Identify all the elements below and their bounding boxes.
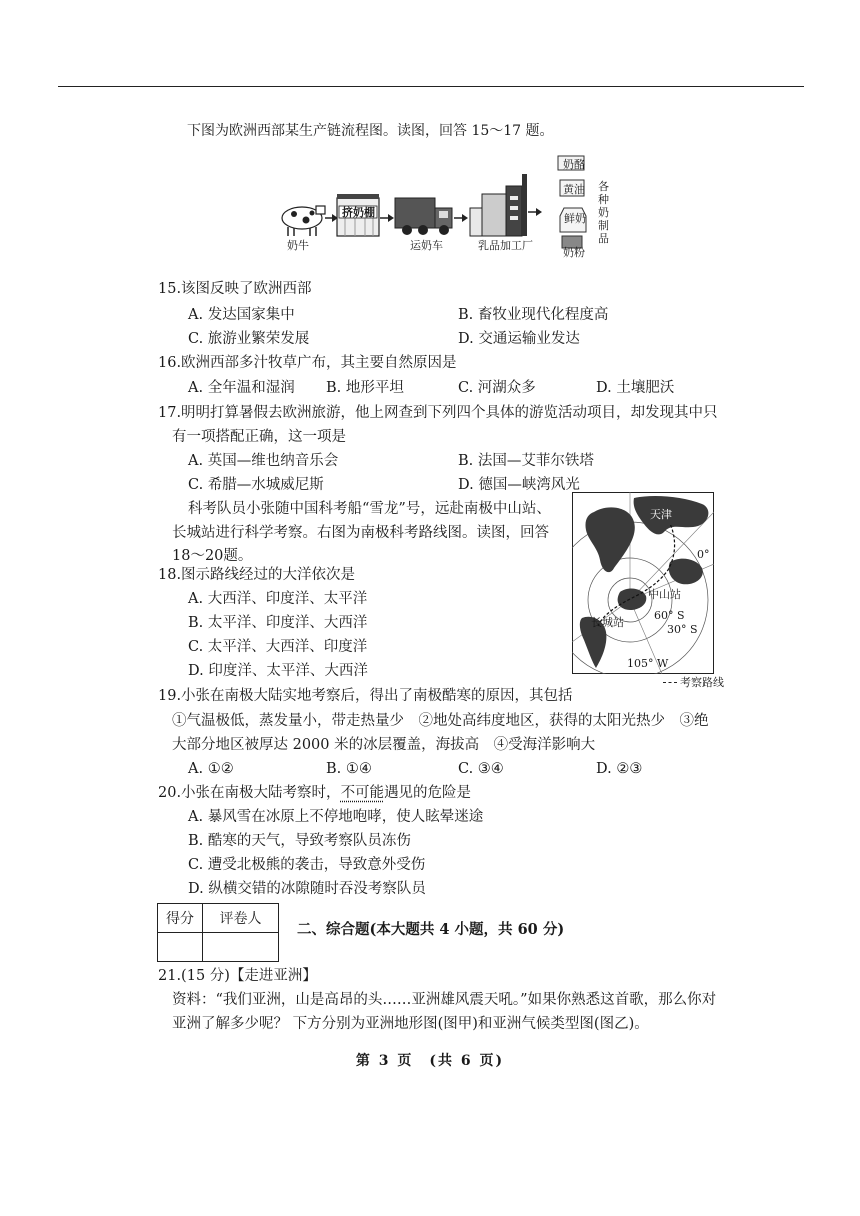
q18-option-c: C. 太平洋、大西洋、印度洋: [188, 639, 368, 655]
map-label-changcheng: 长城站: [591, 616, 624, 629]
section-2-title: 二、综合题(本大题共 4 小题，共 60 分): [297, 921, 565, 938]
q16-stem: 16.欧洲西部多汁牧草广布，其主要自然原因是: [158, 355, 457, 371]
q17-option-c: C. 希腊—水城威尼斯: [188, 477, 324, 493]
intro-15-17: 下图为欧洲西部某生产链流程图。读图，回答 15～17 题。: [187, 123, 554, 139]
map-legend-line-icon: [663, 682, 677, 683]
map-label-30s: 30° S: [667, 623, 698, 636]
q20-option-c: C. 遭受北极熊的袭击，导致意外受伤: [188, 857, 426, 873]
map-label-105w: 105° W: [627, 657, 669, 670]
top-rule: [58, 86, 804, 87]
score-table: [157, 903, 279, 962]
q18-option-d: D. 印度洋、太平洋、大西洋: [188, 663, 368, 679]
q21-material-line1: 资料：“我们亚洲，山是高昂的头……亚洲雄风震天吼。”如果你熟悉这首歌，那么你对: [172, 992, 717, 1008]
q17-option-b: B. 法国—艾菲尔铁塔: [458, 453, 594, 469]
q16-option-c: C. 河湖众多: [458, 380, 536, 396]
page-footer: 第 3 页 (共 6 页): [355, 1053, 505, 1069]
flow-label-cow: 奶牛: [287, 239, 309, 252]
q15-option-d: D. 交通运输业发达: [458, 331, 580, 347]
q19-option-b: B. ①④: [326, 761, 372, 777]
q15-option-a: A. 发达国家集中: [188, 307, 295, 323]
map-label-60s: 60° S: [654, 609, 685, 622]
q20-stem-post: 遇见的危险是: [384, 785, 472, 801]
score-table-cell-score[interactable]: [158, 933, 203, 962]
q19-stem: 19.小张在南极大陆实地考察后，得出了南极酷寒的原因，其包括: [158, 688, 573, 704]
q15-option-b: B. 畜牧业现代化程度高: [458, 307, 609, 323]
map-legend-label: 考察路线: [680, 676, 724, 689]
q19-option-a: A. ①②: [188, 761, 234, 777]
flow-products-label: 各种奶制品: [598, 180, 609, 245]
flow-label-barn: 挤奶棚: [342, 206, 375, 219]
cow-icon: [282, 206, 325, 236]
score-table-header-score: 得分: [158, 904, 203, 933]
q17-stem-line2: 有一项搭配正确，这一项是: [172, 429, 346, 445]
q20-option-a: A. 暴风雪在冰原上不停地咆哮，使人眩晕迷途: [188, 809, 484, 825]
q19-line2: 大部分地区被厚达 2000 米的冰层覆盖，海拔高 ④受海洋影响大: [172, 737, 596, 753]
q15-stem: 15.该图反映了欧洲西部: [158, 281, 312, 297]
q20-option-d: D. 纵横交错的冰隙随时吞没考察队员: [188, 881, 426, 897]
q19-option-c: C. ③④: [458, 761, 504, 777]
q18-stem: 18.图示路线经过的大洋依次是: [158, 567, 356, 583]
map-label-tianjin: 天津: [649, 505, 673, 525]
antarctic-route-map: [572, 492, 714, 674]
q16-option-d: D. 土壤肥沃: [596, 380, 675, 396]
flow-label-factory: 乳品加工厂: [478, 239, 533, 252]
q20-stem-emphasis: 不可能: [340, 785, 385, 801]
q19-line1: ①气温极低，蒸发量小，带走热量少 ②地处高纬度地区，获得的太阳光热少 ③绝: [172, 713, 709, 729]
q16-option-b: B. 地形平坦: [326, 380, 404, 396]
q16-option-a: A. 全年温和湿润: [188, 380, 295, 396]
q15-option-c: C. 旅游业繁荣发展: [188, 331, 310, 347]
flow-product-butter: 黄油: [563, 183, 585, 196]
q17-stem-line1: 17.明明打算暑假去欧洲旅游，他上网查到下列四个具体的游览活动项目，却发现其中只: [158, 405, 718, 421]
intro-18-20-line1: 科考队员小张随中国科考船“雪龙”号，远赴南极中山站、: [188, 501, 551, 517]
map-label-zhongshan: 中山站: [648, 588, 681, 601]
q21-material-line2: 亚洲了解多少呢？ 下方分别为亚洲地形图(图甲)和亚洲气候类型图(图乙)。: [172, 1016, 649, 1032]
flow-product-milk: 鲜奶: [564, 212, 586, 225]
intro-18-20-line3: 18～20题。: [172, 548, 253, 564]
map-label-zero: 0°: [697, 548, 710, 561]
flow-product-powder: 奶粉: [563, 246, 585, 259]
q17-option-a: A. 英国—维也纳音乐会: [188, 453, 339, 469]
score-table-cell-grader[interactable]: [203, 933, 279, 962]
q20-stem: [158, 783, 471, 803]
q17-option-d: D. 德国—峡湾风光: [458, 477, 580, 493]
factory-icon: [470, 174, 527, 236]
q20-option-b: B. 酷寒的天气，导致考察队员冻伤: [188, 833, 411, 849]
flow-label-truck: 运奶车: [410, 239, 443, 252]
score-table-header-grader: 评卷人: [203, 904, 279, 933]
flow-product-cheese: 奶酪: [563, 158, 585, 171]
truck-icon: [395, 198, 452, 235]
q20-stem-pre: 20.小张在南极大陆考察时，: [158, 785, 341, 801]
q18-option-a: A. 大西洋、印度洋、太平洋: [188, 591, 368, 607]
q19-option-d: D. ②③: [596, 761, 643, 777]
intro-18-20-line2: 长城站进行科学考察。右图为南极科考路线图。读图，回答: [172, 525, 549, 541]
q21-heading: 21.(15 分)【走进亚洲】: [158, 968, 317, 984]
q18-option-b: B. 太平洋、印度洋、大西洋: [188, 615, 368, 631]
